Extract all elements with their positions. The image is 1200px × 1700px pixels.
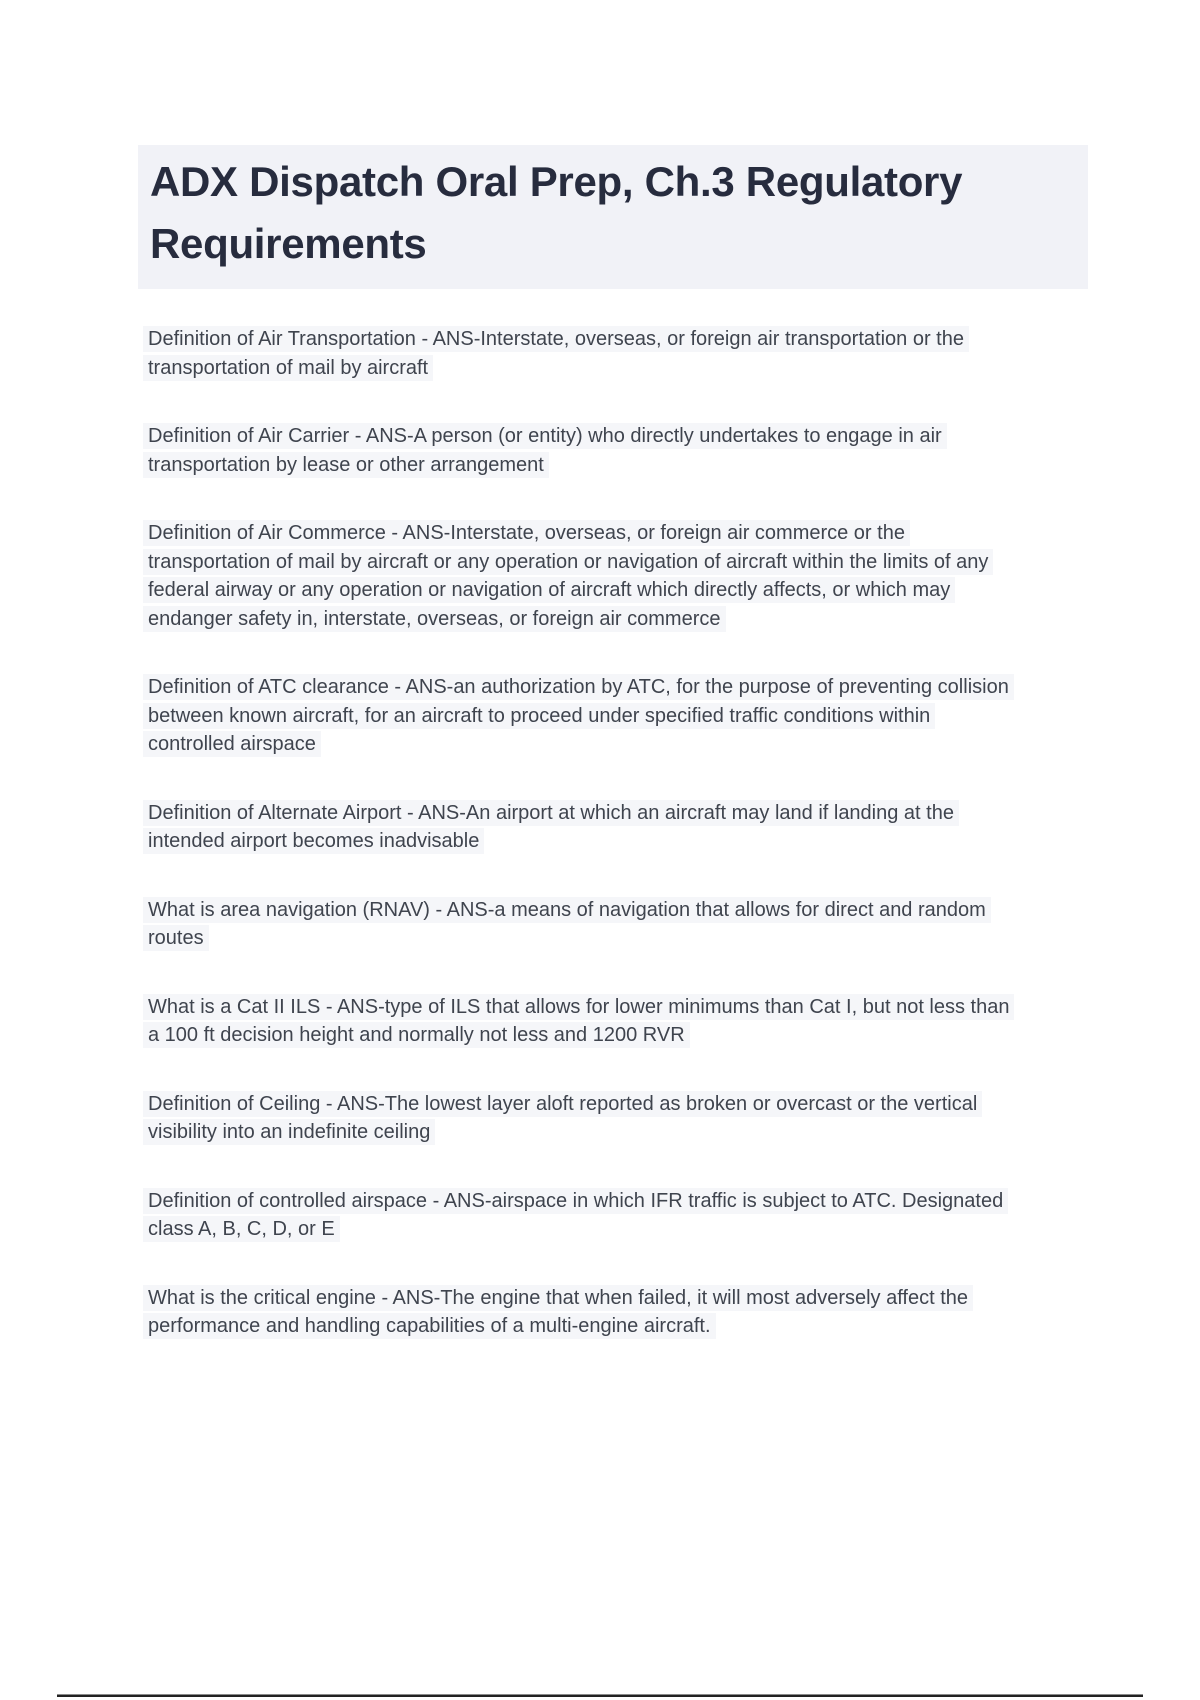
qa-paragraph-text: Definition of Ceiling - ANS-The lowest layer aloft reported as broken or overcast or the vertical visibility into an indefinite ceiling <box>143 1091 982 1146</box>
qa-paragraph <box>148 896 1014 953</box>
qa-paragraph <box>148 1187 1014 1244</box>
page-bottom-rule <box>57 1694 1143 1697</box>
qa-paragraph-text: Definition of Air Commerce - ANS-Interstate, overseas, or foreign air commerce or the transportation of mail by aircraft or any operation or navigation of aircraft within the limits of any federal airway or any operation or navigation of aircraft which directly affects, or which may endanger safety in, interstate, overseas, or foreign air commerce <box>143 520 993 632</box>
qa-paragraph-text: Definition of Air Transportation - ANS-Interstate, overseas, or foreign air transportation or the transportation of mail by aircraft <box>143 326 969 381</box>
qa-paragraph-text: Definition of Air Carrier - ANS-A person (or entity) who directly undertakes to engage in air transportation by lease or other arrangement <box>143 423 947 478</box>
document-content <box>148 145 1014 1341</box>
qa-paragraph-list <box>148 325 1014 1341</box>
qa-paragraph-text: What is area navigation (RNAV) - ANS-a means of navigation that allows for direct and random routes <box>143 897 991 952</box>
qa-paragraph <box>148 673 1014 759</box>
qa-paragraph <box>148 519 1014 633</box>
qa-paragraph <box>148 325 1014 382</box>
qa-paragraph <box>148 993 1014 1050</box>
qa-paragraph-text: Definition of controlled airspace - ANS-airspace in which IFR traffic is subject to ATC. Designated class A, B, C, D, or E <box>143 1188 1008 1243</box>
qa-paragraph-text: What is a Cat II ILS - ANS-type of ILS that allows for lower minimums than Cat I, but not less than a 100 ft decision height and normally not less and 1200 RVR <box>143 994 1014 1049</box>
qa-paragraph <box>148 799 1014 856</box>
qa-paragraph-text: Definition of ATC clearance - ANS-an authorization by ATC, for the purpose of preventing collision between known aircraft, for an aircraft to proceed under specified traffic conditions within controlled airspace <box>143 674 1014 757</box>
qa-paragraph <box>148 422 1014 479</box>
qa-paragraph <box>148 1090 1014 1147</box>
qa-paragraph-text: What is the critical engine - ANS-The engine that when failed, it will most adversely affect the performance and handling capabilities of a multi-engine aircraft. <box>143 1285 973 1340</box>
qa-paragraph-text: Definition of Alternate Airport - ANS-An airport at which an aircraft may land if landing at the intended airport becomes inadvisable <box>143 800 959 855</box>
title-highlight-block <box>138 145 1088 289</box>
page-title: ADX Dispatch Oral Prep, Ch.3 Regulatory Requirements <box>150 158 963 267</box>
qa-paragraph <box>148 1284 1014 1341</box>
